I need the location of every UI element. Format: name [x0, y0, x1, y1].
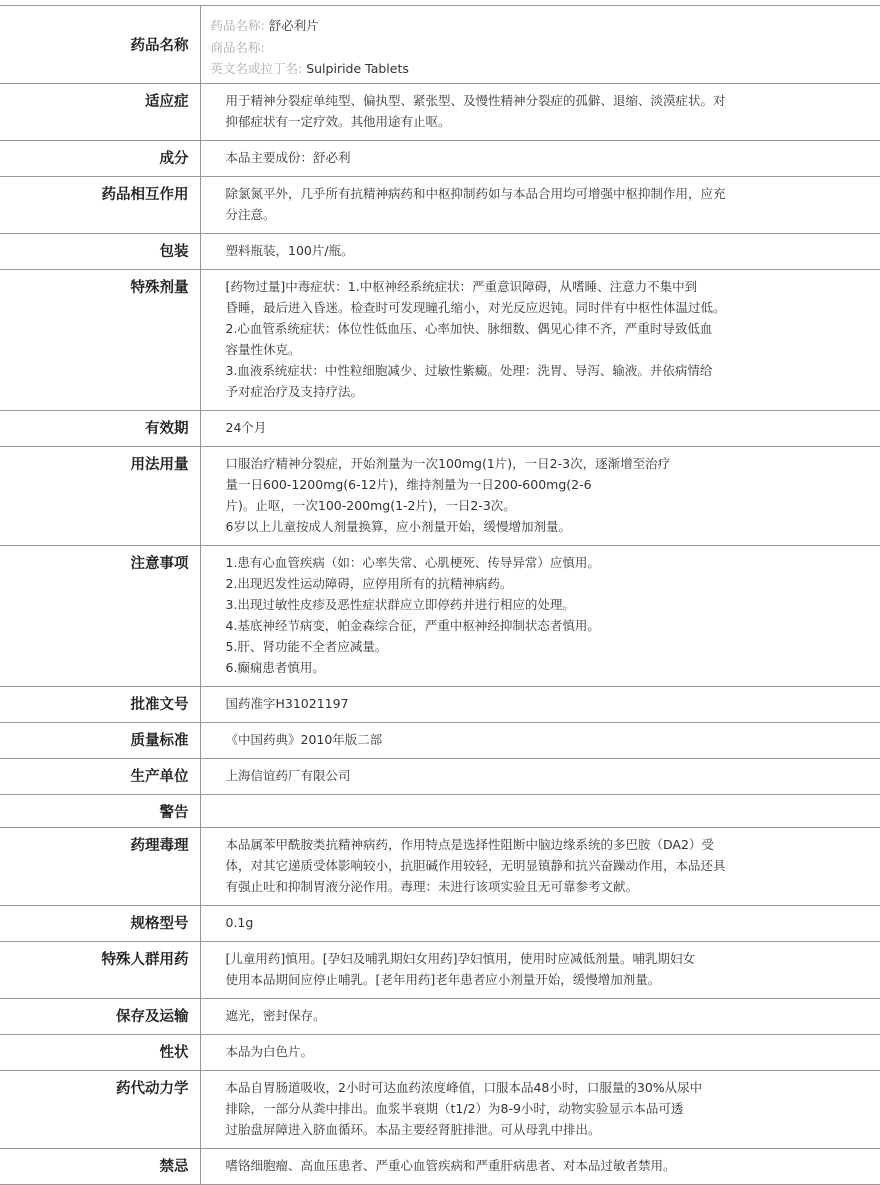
drug-name-value: [200, 6, 880, 84]
row-value-line: 6.癫痫患者慎用。: [226, 657, 880, 678]
info-row: [0, 83, 880, 140]
row-label: 药理毒理: [0, 827, 200, 905]
info-row: [0, 1070, 880, 1148]
row-value-line: 《中国药典》2010年版二部: [226, 729, 880, 750]
info-row: [0, 998, 880, 1034]
info-row: [0, 1034, 880, 1070]
row-value-line: 1.患有心血管疾病（如：心率失常、心肌梗死、传导异常）应慎用。: [226, 552, 880, 573]
row-value-line: 塑料瓶装，100片/瓶。: [226, 240, 880, 261]
row-label: 有效期: [0, 410, 200, 446]
row-value: [200, 83, 880, 140]
row-label: 药代动力学: [0, 1070, 200, 1148]
info-row: [0, 269, 880, 410]
row-label: 特殊剂量: [0, 269, 200, 410]
row-label: 用法用量: [0, 446, 200, 545]
info-row: [0, 905, 880, 941]
info-row: [0, 233, 880, 269]
info-row: [0, 722, 880, 758]
row-value-line: 抑郁症状有一定疗效。其他用途有止呕。: [226, 111, 880, 132]
row-value-line: 本品主要成份：舒必利: [226, 147, 880, 168]
row-value: [200, 1148, 880, 1184]
row-value-line: 上海信谊药厂有限公司: [226, 765, 880, 786]
row-value-line: 排除，一部分从粪中排出。血浆半衰期（t1/2）为8-9小时，动物实验显示本品可透: [226, 1098, 880, 1119]
row-label: 成分: [0, 140, 200, 176]
row-value-line: 予对症治疗及支持疗法。: [226, 381, 880, 402]
row-label: 包装: [0, 233, 200, 269]
row-value-line: 用于精神分裂症单纯型、偏执型、紧张型、及慢性精神分裂症的孤僻、退缩、淡漠症状。对: [226, 90, 880, 111]
row-label: 保存及运输: [0, 998, 200, 1034]
row-label: 规格型号: [0, 905, 200, 941]
row-value-line: 有强止吐和抑制胃液分泌作用。毒理：未进行该项实验且无可靠参考文献。: [226, 876, 880, 897]
row-value-line: 昏睡，最后进入昏迷。检查时可发现瞳孔缩小，对光反应迟钝。同时伴有中枢性体温过低。: [226, 297, 880, 318]
info-row: [0, 941, 880, 998]
row-value-line: 3.血液系统症状：中性粒细胞减少、过敏性紫癜。处理：洗胃、导泻、输液。并依病情给: [226, 360, 880, 381]
row-value-line: 2.出现迟发性运动障碍，应停用所有的抗精神病药。: [226, 573, 880, 594]
row-value: [200, 686, 880, 722]
row-label: 特殊人群用药: [0, 941, 200, 998]
row-value: [200, 1070, 880, 1148]
info-row: [0, 410, 880, 446]
info-row: [0, 140, 880, 176]
row-value-line: [药物过量]中毒症状：1.中枢神经系统症状：严重意识障碍，从嗜睡、注意力不集中到: [226, 276, 880, 297]
info-row: [0, 686, 880, 722]
row-value-line: 国药准字H31021197: [226, 693, 880, 714]
generic-name-line: [211, 15, 880, 37]
row-value: [200, 233, 880, 269]
row-value-line: 除氯氮平外，几乎所有抗精神病药和中枢抑制药如与本品合用均可增强中枢抑制作用，应充: [226, 183, 880, 204]
english-name-line: [211, 58, 880, 80]
row-value-line: 口服治疗精神分裂症，开始剂量为一次100mg(1片)，一日2-3次，逐渐增至治疗: [226, 453, 880, 474]
row-value-line: 分注意。: [226, 204, 880, 225]
row-value: [200, 794, 880, 827]
trade-name-key: 商品名称:: [211, 40, 265, 55]
drug-info-sheet: [0, 5, 880, 1185]
row-value: [200, 176, 880, 233]
row-value: [200, 1034, 880, 1070]
row-value-line: 5.肝、肾功能不全者应减量。: [226, 636, 880, 657]
info-row: [0, 758, 880, 794]
info-row: [0, 545, 880, 686]
english-name-key: 英文名或拉丁名:: [211, 61, 303, 76]
row-label: 药品相互作用: [0, 176, 200, 233]
row-value-line: 6岁以上儿童按成人剂量换算，应小剂量开始，缓慢增加剂量。: [226, 516, 880, 537]
row-value-line: 嗜铬细胞瘤、高血压患者、严重心血管疾病和严重肝病患者、对本品过敏者禁用。: [226, 1155, 880, 1176]
row-value-line: 本品自胃肠道吸收，2小时可达血药浓度峰值，口服本品48小时，口服量的30%从尿中: [226, 1077, 880, 1098]
row-label: 性状: [0, 1034, 200, 1070]
generic-name-key: 药品名称:: [211, 18, 265, 33]
info-row: [0, 794, 880, 827]
row-value-line: 使用本品期间应停止哺乳。[老年用药]老年患者应小剂量开始，缓慢增加剂量。: [226, 969, 880, 990]
row-value-line: 量一日600-1200mg(6-12片)，维持剂量为一日200-600mg(2-6: [226, 474, 880, 495]
row-label: 生产单位: [0, 758, 200, 794]
row-label: 适应症: [0, 83, 200, 140]
row-value: [200, 941, 880, 998]
row-value: [200, 905, 880, 941]
row-value: [200, 998, 880, 1034]
row-value-line: 片)。止呕，一次100-200mg(1-2片)，一日2-3次。: [226, 495, 880, 516]
info-row: [0, 1148, 880, 1184]
row-value-line: [儿童用药]慎用。[孕妇及哺乳期妇女用药]孕妇慎用，使用时应减低剂量。哺乳期妇女: [226, 948, 880, 969]
english-name-value: Sulpiride Tablets: [306, 61, 409, 76]
row-value-line: 体，对其它递质受体影响较小，抗胆碱作用较轻，无明显镇静和抗兴奋躁动作用，本品还具: [226, 855, 880, 876]
row-value: [200, 269, 880, 410]
info-row: [0, 176, 880, 233]
row-label: 注意事项: [0, 545, 200, 686]
row-value-line: 容量性休克。: [226, 339, 880, 360]
row-value-line: 2.心血管系统症状：体位性低血压、心率加快、脉细数、偶见心律不齐，严重时导致低血: [226, 318, 880, 339]
row-value-line: 24个月: [226, 417, 880, 438]
row-value: [200, 722, 880, 758]
row-value: [200, 140, 880, 176]
row-value-line: 本品属苯甲酰胺类抗精神病药，作用特点是选择性阻断中脑边缘系统的多巴胺（DA2）受: [226, 834, 880, 855]
row-label: 禁忌: [0, 1148, 200, 1184]
row-value: [200, 827, 880, 905]
row-value-line: 本品为白色片。: [226, 1041, 880, 1062]
row-label: 批准文号: [0, 686, 200, 722]
row-value: [200, 545, 880, 686]
row-value: [200, 410, 880, 446]
row-value-line: 过胎盘屏障进入脐血循环。本品主要经肾脏排泄。可从母乳中排出。: [226, 1119, 880, 1140]
row-value-line: 遮光，密封保存。: [226, 1005, 880, 1026]
drug-name-label: 药品名称: [0, 6, 200, 84]
row-value: [200, 446, 880, 545]
trade-name-line: [211, 37, 880, 59]
info-row: [0, 827, 880, 905]
row-value-line: 4.基底神经节病变，帕金森综合征，严重中枢神经抑制状态者慎用。: [226, 615, 880, 636]
row-value-line: 3.出现过敏性皮疹及恶性症状群应立即停药并进行相应的处理。: [226, 594, 880, 615]
drug-name-row: [0, 6, 880, 84]
row-value-line: 0.1g: [226, 912, 880, 933]
generic-name-value: 舒必利片: [269, 18, 319, 33]
row-label: 质量标准: [0, 722, 200, 758]
row-label: 警告: [0, 794, 200, 827]
drug-info-table: [0, 5, 880, 1185]
row-value: [200, 758, 880, 794]
info-row: [0, 446, 880, 545]
